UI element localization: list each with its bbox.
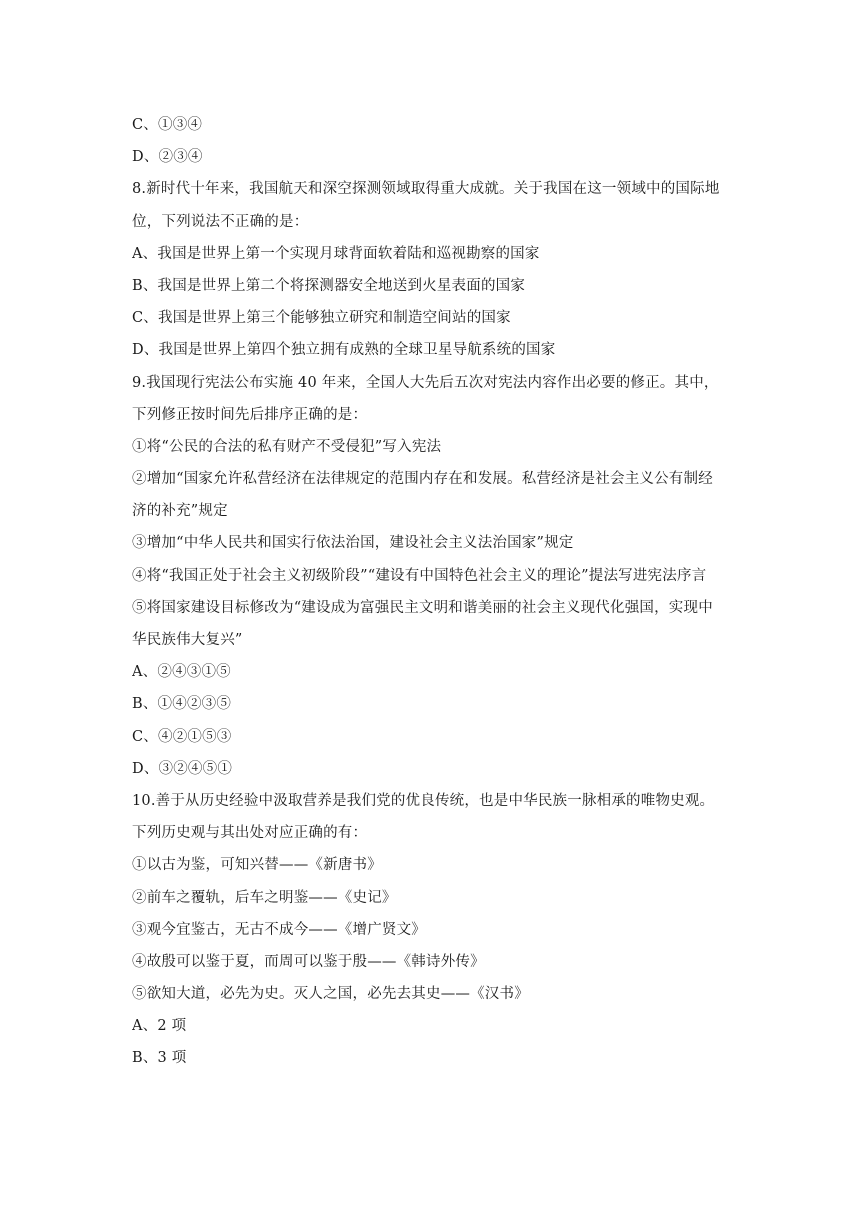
option-line: A、2 项 bbox=[132, 1018, 187, 1035]
option-line: D、②③④ bbox=[132, 149, 203, 166]
statement-line: ①以古为鉴，可知兴替——《新唐书》 bbox=[132, 857, 382, 874]
statement-line: ⑤欲知大道，必先为史。灭人之国，必先去其史——《汉书》 bbox=[132, 986, 529, 1003]
question-text-line: 位，下列说法不正确的是： bbox=[132, 213, 309, 230]
question-text-line: 8.新时代十年来，我国航天和深空探测领域取得重大成就。关于我国在这一领域中的国际地 bbox=[132, 181, 720, 198]
statement-line: ①将“公民的合法的私有财产不受侵犯”写入宪法 bbox=[132, 438, 442, 455]
statement-line: ④故殷可以鉴于夏，而周可以鉴于殷——《韩诗外传》 bbox=[132, 953, 485, 970]
question-text-line: 10.善于从历史经验中汲取营养是我们党的优良传统，也是中华民族一脉相承的唯物史观。 bbox=[132, 792, 715, 809]
option-line: A、②④③①⑤ bbox=[132, 664, 231, 681]
statement-line: 济的补充”规定 bbox=[132, 503, 228, 520]
question-text-line: 下列修正按时间先后排序正确的是： bbox=[132, 406, 368, 423]
option-line: C、④②①⑤③ bbox=[132, 728, 232, 745]
statement-line: ⑤将国家建设目标修改为“建设成为富强民主文明和谐美丽的社会主义现代化强国，实现中 bbox=[132, 599, 713, 616]
statement-line: ③观今宜鉴古，无古不成今——《增广贤文》 bbox=[132, 921, 426, 938]
statement-line: 华民族伟大复兴” bbox=[132, 632, 243, 648]
statement-line: ③增加“中华人民共和国实行依法治国，建设社会主义法治国家”规定 bbox=[132, 535, 574, 552]
option-line: A、我国是世界上第一个实现月球背面软着陆和巡视勘察的国家 bbox=[132, 245, 540, 262]
option-line: B、3 项 bbox=[132, 1050, 187, 1067]
statement-line: ④将“我国正处于社会主义初级阶段”“建设有中国特色社会主义的理论”提法写进宪法序言 bbox=[132, 567, 707, 584]
statement-line: ②增加“国家允许私营经济在法律规定的范围内存在和发展。私营经济是社会主义公有制经 bbox=[132, 471, 713, 488]
option-line: B、①④②③⑤ bbox=[132, 696, 232, 713]
option-line: D、我国是世界上第四个独立拥有成熟的全球卫星导航系统的国家 bbox=[132, 342, 556, 359]
option-line: D、③②④⑤① bbox=[132, 760, 233, 777]
option-line: C、我国是世界上第三个能够独立研究和制造空间站的国家 bbox=[132, 310, 511, 327]
document-body bbox=[132, 109, 742, 1075]
statement-line: ②前车之覆轨，后车之明鉴——《史记》 bbox=[132, 889, 397, 906]
option-line: C、①③④ bbox=[132, 117, 203, 133]
question-text-line: 下列历史观与其出处对应正确的有： bbox=[132, 825, 368, 842]
question-text-line: 9.我国现行宪法公布实施 40 年来，全国人大先后五次对宪法内容作出必要的修正。其中， bbox=[132, 374, 719, 391]
option-line: B、我国是世界上第二个将探测器安全地送到火星表面的国家 bbox=[132, 277, 526, 294]
